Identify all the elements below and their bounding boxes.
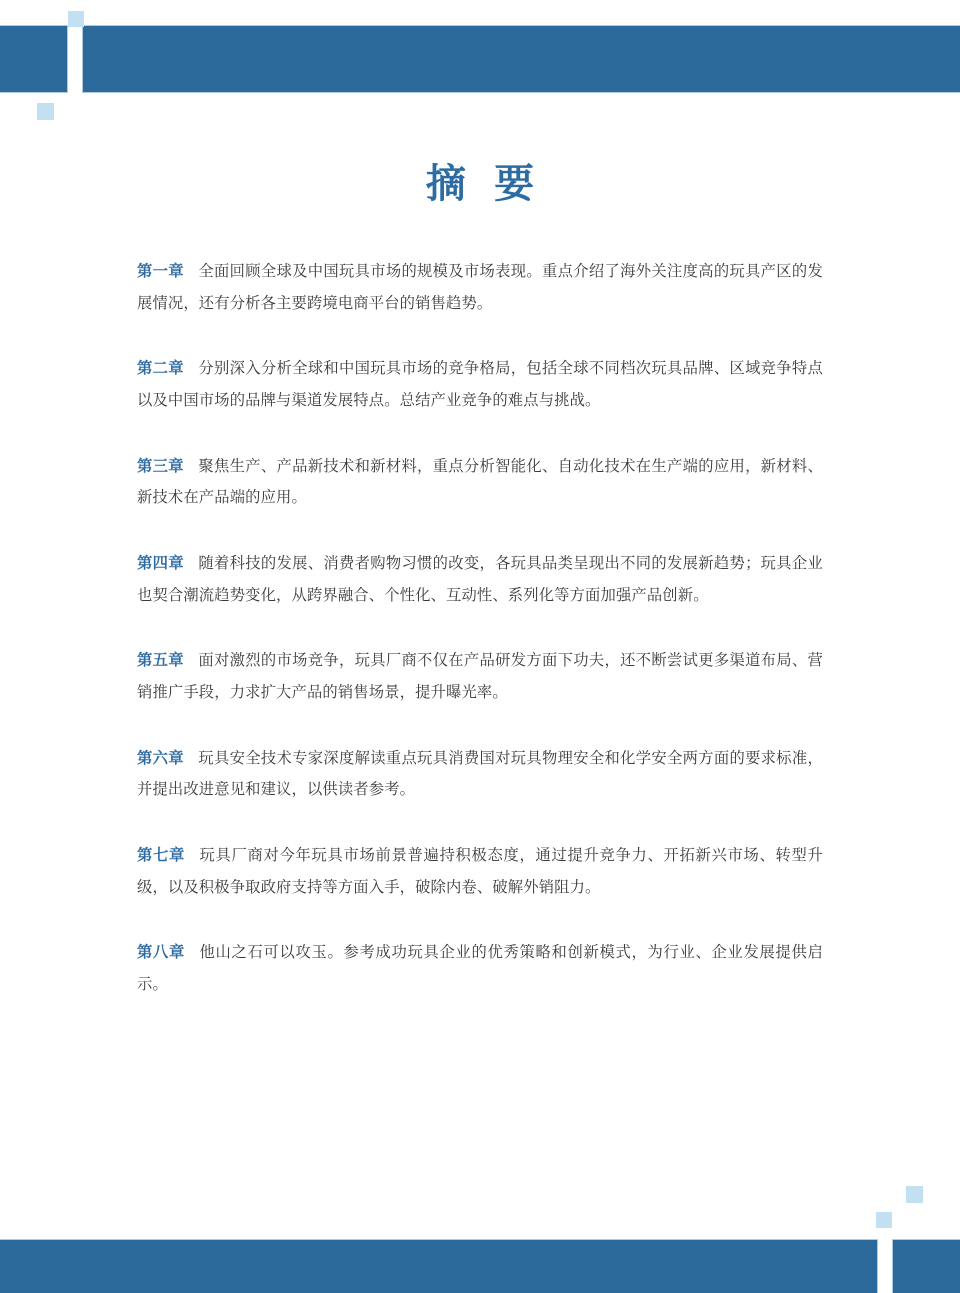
page-title: 摘 要 (425, 161, 542, 207)
chapter-label: 第三章 (137, 456, 184, 475)
chapter-label: 第二章 (137, 359, 184, 378)
chapter-text: 聚焦生产、产品新技术和新材料，重点分析智能化、自动化技术在生产端的应用，新材料、新技术在产品端的应用。 (137, 456, 823, 507)
decor-top-light-square (68, 11, 84, 27)
chapter-label: 第六章 (137, 748, 184, 767)
chapter-label: 第一章 (137, 262, 184, 280)
chapter-label: 第七章 (137, 845, 185, 864)
summary-paragraph (137, 937, 823, 1000)
chapter-label: 第四章 (137, 553, 184, 572)
chapter-text: 玩具安全技术专家深度解读重点玩具消费国对玩具物理安全和化学安全两方面的要求标准，并提出改进意见和建议，以供读者参考。 (137, 748, 823, 799)
summary-paragraph (137, 451, 823, 514)
decor-top-bar (83, 26, 960, 92)
chapter-label: 第五章 (137, 651, 184, 670)
chapter-text: 全面回顾全球及中国玩具市场的规模及市场表现。重点介绍了海外关注度高的玩具产区的发展情况，还有分析各主要跨境电商平台的销售趋势。 (137, 262, 823, 312)
summary-paragraph (137, 840, 823, 903)
chapter-text: 分别深入分析全球和中国玩具市场的竞争格局，包括全球不同档次玩具品牌、区域竞争特点以及中国市场的品牌与渠道发展特点。总结产业竞争的难点与挑战。 (137, 359, 823, 409)
summary-paragraph (137, 256, 823, 319)
decor-bottom-light-square (876, 1212, 892, 1228)
summary-paragraph (137, 743, 823, 806)
decor-bottom-bar (0, 1240, 877, 1293)
chapter-label: 第八章 (137, 943, 185, 962)
page-content (137, 160, 823, 1001)
chapter-text: 面对激烈的市场竞争，玩具厂商不仅在产品研发方面下功夫，还不断尝试更多渠道布局、营销推广手段，力求扩大产品的销售场景，提升曝光率。 (137, 651, 823, 701)
summary-paragraph (137, 548, 823, 611)
chapter-text: 随着科技的发展、消费者购物习惯的改变，各玩具品类呈现出不同的发展新趋势；玩具企业也契合潮流趋势变化，从跨界融合、个性化、互动性、系列化等方面加强产品创新。 (137, 553, 823, 604)
decor-bottom-light-small-square (906, 1186, 923, 1203)
decor-bottom-right-block (893, 1240, 960, 1293)
summary-paragraph (137, 353, 823, 416)
chapter-text: 他山之石可以攻玉。参考成功玩具企业的优秀策略和创新模式，为行业、企业发展提供启示。 (137, 943, 823, 993)
decor-top-light-small-square (37, 103, 54, 120)
chapter-text: 玩具厂商对今年玩具市场前景普遍持积极态度，通过提升竞争力、开拓新兴市场、转型升级，以及积极争取政府支持等方面入手，破除内卷、破解外销阻力。 (137, 845, 823, 896)
decor-top-left-block (0, 26, 67, 92)
summary-paragraph (137, 645, 823, 708)
